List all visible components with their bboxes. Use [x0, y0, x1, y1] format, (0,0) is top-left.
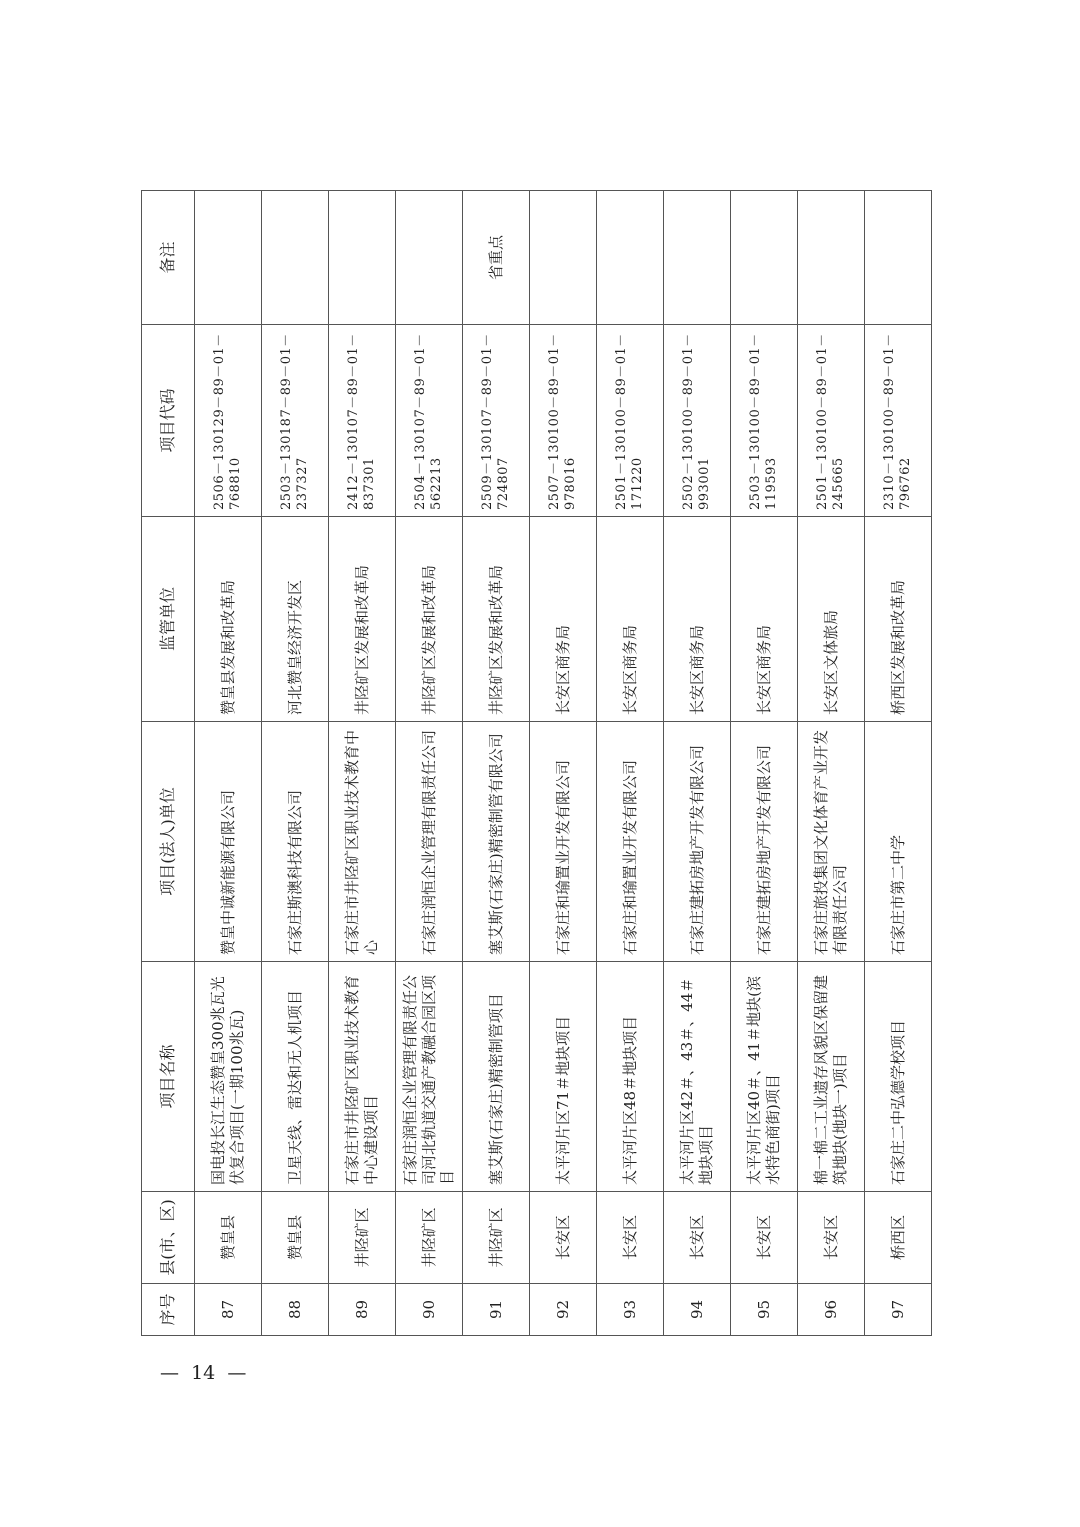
cell-code: 2506－130129－89－01－768810	[195, 325, 262, 517]
cell-remark	[396, 191, 463, 325]
cell-remark	[798, 191, 865, 325]
cell-unit: 塞艾斯(石家庄)精密制管有限公司	[463, 722, 530, 962]
cell-unit: 赞皇中诚新能源有限公司	[195, 722, 262, 962]
cell-unit: 石家庄建拓房地产开发有限公司	[664, 722, 731, 962]
cell-supervisor: 长安区商务局	[530, 517, 597, 722]
cell-name: 卫星天线、雷达和无人机项目	[262, 962, 329, 1192]
cell-county: 长安区	[530, 1192, 597, 1284]
table-row	[195, 191, 262, 1336]
cell-supervisor: 长安区商务局	[664, 517, 731, 722]
cell-county: 井陉矿区	[329, 1192, 396, 1284]
cell-name: 石家庄市井陉矿区职业技术教育中心建设项目	[329, 962, 396, 1192]
cell-county: 长安区	[597, 1192, 664, 1284]
cell-name: 棉一棉二工业遗存风貌区保留建筑地块(地块一)项目	[798, 962, 865, 1192]
cell-unit: 石家庄建拓房地产开发有限公司	[731, 722, 798, 962]
cell-unit: 石家庄和瑜置业开发有限公司	[530, 722, 597, 962]
header-code: 项目代码	[142, 325, 195, 517]
header-remark: 备注	[142, 191, 195, 325]
cell-seq: 91	[463, 1284, 530, 1336]
table-row	[262, 191, 329, 1336]
cell-supervisor: 井陉矿区发展和改革局	[396, 517, 463, 722]
cell-seq: 97	[865, 1284, 932, 1336]
header-county: 县(市、区)	[142, 1192, 195, 1284]
cell-name: 石家庄二中弘德学校项目	[865, 962, 932, 1192]
cell-county: 赞皇县	[195, 1192, 262, 1284]
cell-code: 2502－130100－89－01－993001	[664, 325, 731, 517]
header-unit: 项目(法人)单位	[142, 722, 195, 962]
table-header-row	[142, 191, 195, 1336]
cell-seq: 92	[530, 1284, 597, 1336]
cell-code: 2509－130107－89－01－724807	[463, 325, 530, 517]
table-row	[329, 191, 396, 1336]
table-row	[731, 191, 798, 1336]
rotated-table-wrapper	[141, 191, 927, 1336]
cell-supervisor: 赞皇县发展和改革局	[195, 517, 262, 722]
cell-county: 长安区	[731, 1192, 798, 1284]
cell-name: 国电投长江生态赞皇300兆瓦光伏复合项目(一期100兆瓦)	[195, 962, 262, 1192]
cell-unit: 石家庄润恒企业管理有限责任公司	[396, 722, 463, 962]
cell-code: 2501－130100－89－01－171220	[597, 325, 664, 517]
cell-code: 2503－130187－89－01－237327	[262, 325, 329, 517]
page-number: — 14 —	[160, 1362, 247, 1384]
cell-name: 太平河片区48＃地块项目	[597, 962, 664, 1192]
cell-remark	[195, 191, 262, 325]
cell-unit: 石家庄斯澳科技有限公司	[262, 722, 329, 962]
cell-remark	[731, 191, 798, 325]
cell-remark: 省重点	[463, 191, 530, 325]
cell-seq: 87	[195, 1284, 262, 1336]
cell-supervisor: 长安区商务局	[731, 517, 798, 722]
table-row	[597, 191, 664, 1336]
cell-county: 井陉矿区	[396, 1192, 463, 1284]
cell-supervisor: 桥西区发展和改革局	[865, 517, 932, 722]
cell-name: 太平河片区42＃、43＃、44＃地块项目	[664, 962, 731, 1192]
cell-code: 2501－130100－89－01－245665	[798, 325, 865, 517]
cell-name: 太平河片区71＃地块项目	[530, 962, 597, 1192]
project-table	[141, 190, 932, 1336]
cell-county: 长安区	[798, 1192, 865, 1284]
cell-remark	[329, 191, 396, 325]
cell-county: 赞皇县	[262, 1192, 329, 1284]
table-row	[463, 191, 530, 1336]
cell-county: 井陉矿区	[463, 1192, 530, 1284]
cell-seq: 88	[262, 1284, 329, 1336]
table-row	[664, 191, 731, 1336]
cell-unit: 石家庄市第二中学	[865, 722, 932, 962]
cell-seq: 94	[664, 1284, 731, 1336]
header-seq: 序号	[142, 1284, 195, 1336]
cell-seq: 90	[396, 1284, 463, 1336]
cell-remark	[262, 191, 329, 325]
cell-remark	[664, 191, 731, 325]
cell-code: 2310－130100－89－01－796762	[865, 325, 932, 517]
cell-seq: 95	[731, 1284, 798, 1336]
cell-supervisor: 井陉矿区发展和改革局	[329, 517, 396, 722]
cell-code: 2412－130107－89－01－837301	[329, 325, 396, 517]
cell-remark	[530, 191, 597, 325]
cell-supervisor: 长安区商务局	[597, 517, 664, 722]
cell-code: 2504－130107－89－01－562213	[396, 325, 463, 517]
cell-code: 2503－130100－89－01－119593	[731, 325, 798, 517]
header-name: 项目名称	[142, 962, 195, 1192]
cell-name: 塞艾斯(石家庄)精密制管项目	[463, 962, 530, 1192]
cell-seq: 93	[597, 1284, 664, 1336]
cell-code: 2507－130100－89－01－978016	[530, 325, 597, 517]
cell-remark	[597, 191, 664, 325]
table-row	[798, 191, 865, 1336]
cell-unit: 石家庄旅投集团文化体育产业开发有限责任公司	[798, 722, 865, 962]
cell-county: 桥西区	[865, 1192, 932, 1284]
table-row	[865, 191, 932, 1336]
table-row	[396, 191, 463, 1336]
cell-name: 太平河片区40＃、41＃地块(滨水特色商街)项目	[731, 962, 798, 1192]
cell-unit: 石家庄市井陉矿区职业技术教育中心	[329, 722, 396, 962]
cell-seq: 89	[329, 1284, 396, 1336]
cell-supervisor: 长安区文体旅局	[798, 517, 865, 722]
header-supervisor: 监管单位	[142, 517, 195, 722]
cell-unit: 石家庄和瑜置业开发有限公司	[597, 722, 664, 962]
cell-seq: 96	[798, 1284, 865, 1336]
cell-remark	[865, 191, 932, 325]
cell-county: 长安区	[664, 1192, 731, 1284]
cell-supervisor: 井陉矿区发展和改革局	[463, 517, 530, 722]
cell-supervisor: 河北赞皇经济开发区	[262, 517, 329, 722]
cell-name: 石家庄润恒企业管理有限责任公司河北轨道交通产教融合园区项目	[396, 962, 463, 1192]
table-row	[530, 191, 597, 1336]
